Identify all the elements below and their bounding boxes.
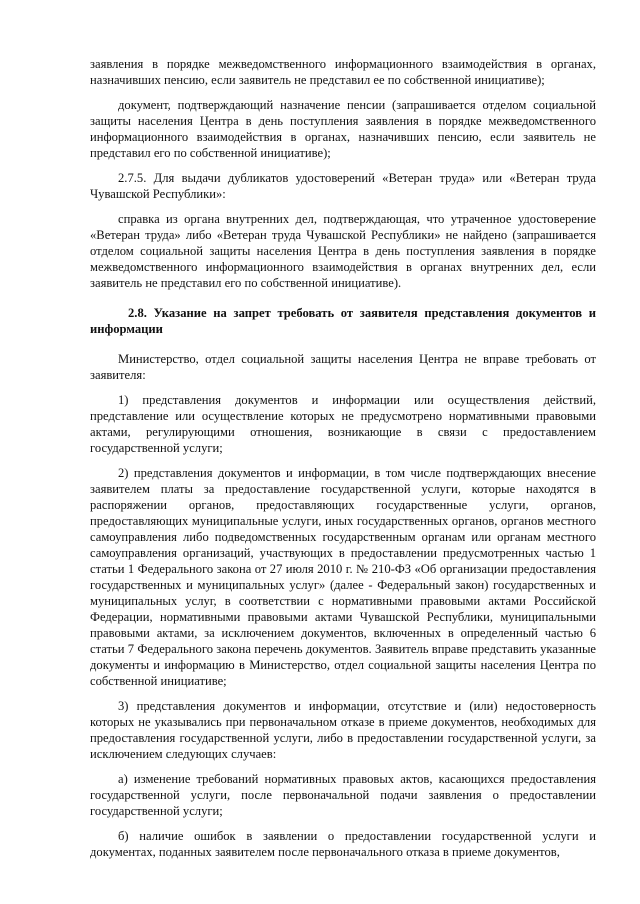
list-item-1: 1) представления документов и информации или осуществления действий, представление или осуществление которых не предусмотрено нормативными правовыми актами, регулирующими отношения, возникающие в связи с предоставлением государственной услуги; bbox=[90, 393, 596, 455]
list-item-3a: а) изменение требований нормативных правовых актов, касающихся предоставления государственной услуги, после первоначальной подачи заявления о предоставлении государственной услуги; bbox=[90, 772, 596, 818]
paragraph-pension-confirmation-document: документ, подтверждающий назначение пенсии (запрашивается отделом социальной защиты населения Центра в день поступления заявления в порядке межведомственного информационного взаимодействия в органах, назначивших пенсию, если заявитель не представил его по собственной инициативе); bbox=[90, 98, 596, 160]
paragraph-police-certificate: справка из органа внутренних дел, подтверждающая, что утраченное удостоверение «Ветеран труда» либо «Ветеран труда Чувашской Республики» не найдено (запрашивается отделом социальной защиты населения Центра в день поступления заявления в порядке межведомственного информационного взаимодействия в органах внутренних дел, если заявитель не представил его по собственной инициативе). bbox=[90, 212, 596, 290]
list-item-3b: б) наличие ошибок в заявлении о предоставлении государственной услуги и документах, поданных заявителем после первоначального отказа в приеме документов, bbox=[90, 829, 596, 859]
list-item-3: 3) представления документов и информации, отсутствие и (или) недостоверность которых не указывались при первоначальном отказе в приеме документов, необходимых для предоставления государственной услуги, либо в предоставлении государственной услуги, за исключением следующих случаев: bbox=[90, 699, 596, 761]
list-item-2: 2) представления документов и информации, в том числе подтверждающих внесение заявителем платы за предоставление государственной услуги, которые находятся в распоряжении органов, предоставляющих государственные услуги, органов, предоставляющих муниципальные услуги, иных государственных органов, органов местного самоуправления либо подведомственных государственным органам или органам местного самоуправления организаций, участвующих в предоставлении предусмотренных частью 1 статьи 1 Федерального закона от 27 июля 2010 г. № 210-ФЗ «Об организации предоставления государственных и муниципальных услуг» (далее - Федеральный закон) государственных и муниципальных услуг, в соответствии с нормативными правовыми актами Российской Федерации, нормативными правовыми актами Чувашской Республики, муниципальными правовыми актами, за исключением документов, включенных в определенный частью 6 статьи 7 Федерального закона перечень документов. Заявитель вправе представить указанные документы и информацию в Министерство, отдел социальной защиты населения Центра по собственной инициативе; bbox=[90, 466, 596, 688]
paragraph-clause-2-7-5: 2.7.5. Для выдачи дубликатов удостоверений «Ветеран труда» или «Ветеран труда Чувашской Республики»: bbox=[90, 171, 596, 201]
paragraph-ministry-may-not-require: Министерство, отдел социальной защиты населения Центра не вправе требовать от заявителя: bbox=[90, 352, 596, 382]
paragraph-pension-request-continuation: заявления в порядке межведомственного информационного взаимодействия в органах, назначивших пенсию, если заявитель не представил ее по собственной инициативе); bbox=[90, 57, 596, 87]
document-page bbox=[90, 56, 596, 860]
section-heading-2-8: 2.8. Указание на запрет требовать от заявителя представления документов и информации bbox=[90, 306, 596, 336]
